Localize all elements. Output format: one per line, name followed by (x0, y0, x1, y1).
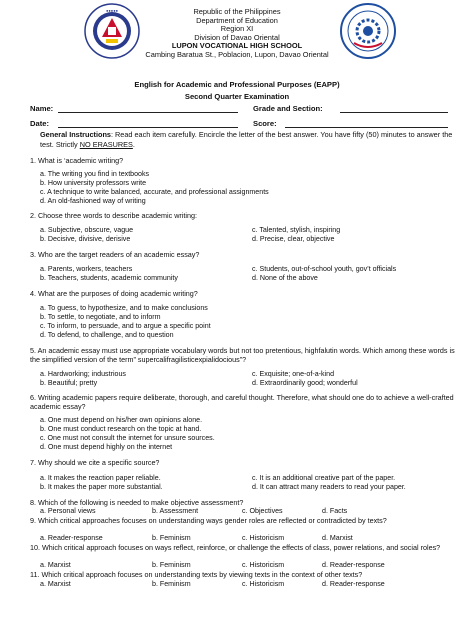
exam-title: English for Academic and Professional Purposes (EAPP) (134, 80, 340, 89)
option-6b[interactable]: b. One must conduct research on the topic at hand. (40, 425, 202, 433)
score-label: Score: (253, 119, 277, 128)
option-7b[interactable]: b. It makes the paper more substantial. (40, 483, 163, 491)
option-6d[interactable]: d. One must depend highly on the internet (40, 443, 173, 451)
option-4c[interactable]: c. To inform, to persuade, and to argue a specific point (40, 322, 211, 330)
option-2c[interactable]: c. Talented, stylish, inspiring (252, 226, 341, 234)
option-3d[interactable]: d. None of the above (252, 274, 318, 282)
option-5d[interactable]: d. Extraordinarily good; wonderful (252, 379, 358, 387)
question-8: 8. Which of the following is needed to make objective assessment? (30, 498, 244, 507)
header-line: Department of Education (196, 15, 278, 25)
header-line: Division of Davao Oriental (194, 32, 280, 42)
option-7a[interactable]: a. It makes the reaction paper reliable. (40, 474, 161, 482)
school-address: Cambing Baratua St., Poblacion, Lupon, Davao Oriental (145, 49, 329, 59)
instructions-emphasis: NO ERASURES (79, 140, 133, 149)
option-9c[interactable]: c. Historicism (242, 534, 285, 542)
option-9d[interactable]: d. Marxist (322, 534, 353, 542)
option-11d[interactable]: d. Reader-response (322, 580, 385, 588)
option-4b[interactable]: b. To settle, to negotiate, and to inform (40, 313, 161, 321)
option-8b[interactable]: b. Assessment (152, 507, 199, 515)
svg-text:●●●●●: ●●●●● (105, 8, 119, 13)
option-9a[interactable]: a. Reader-response (40, 534, 103, 542)
option-2b[interactable]: b. Decisive, divisive, derisive (40, 235, 131, 243)
option-9b[interactable]: b. Feminism (152, 534, 191, 542)
option-4d[interactable]: d. To defend, to challenge, and to question (40, 331, 174, 339)
question-5: 5. An academic essay must use appropriate vocabulary words but not too pretentious, highfalutin words. Which among these words is the simplified version of the term” supercalifragilisticexpialidocious”? (30, 346, 455, 364)
option-1a[interactable]: a. The writing you find in textbooks (40, 170, 150, 178)
instructions-label: General Instructions (40, 130, 111, 139)
score-field[interactable] (285, 127, 448, 128)
question-9: 9. Which critical approaches focuses on understanding ways gender roles are reflected or contradicted by texts? (30, 516, 387, 525)
option-10c[interactable]: c. Historicism (242, 561, 285, 569)
option-5c[interactable]: c. Exquisite; one-of-a-kind (252, 370, 335, 378)
question-10: 10. Which critical approach focuses on ways reflect, reinforce, or challenge the effects of class, power relations, and social roles? (30, 543, 441, 552)
option-5b[interactable]: b. Beautiful; pretty (40, 379, 98, 387)
question-4: 4. What are the purposes of doing academic writing? (30, 289, 198, 298)
question-11: 11. Which critical approach focuses on understanding texts by viewing texts in the context of other texts? (30, 570, 363, 579)
school-name: LUPON VOCATIONAL HIGH SCHOOL (171, 41, 303, 51)
question-2: 2. Choose three words to describe academic writing: (30, 211, 197, 220)
name-label: Name: (30, 104, 54, 113)
option-11c[interactable]: c. Historicism (242, 580, 285, 588)
instructions-text: : Read each item carefully. Encircle the letter of the best answer. You have fifty (50) minutes to answer the test. Strictly (40, 130, 453, 149)
option-6c[interactable]: c. One must not consult the internet for unsure sources. (40, 434, 215, 442)
option-10a[interactable]: a. Marxist (40, 561, 71, 569)
option-1c[interactable]: c. A technique to write balanced, accurate, and professional assignments (40, 188, 269, 196)
option-8a[interactable]: a. Personal views (40, 507, 96, 515)
instructions-end: . (132, 140, 135, 149)
option-7d[interactable]: d. It can attract many readers to read your paper. (252, 483, 406, 491)
option-7c[interactable]: c. It is an additional creative part of the paper. (252, 474, 396, 482)
date-field[interactable] (58, 127, 238, 128)
option-5a[interactable]: a. Hardworking; industrious (40, 370, 126, 378)
question-3: 3. Who are the target readers of an academic essay? (30, 250, 200, 259)
date-label: Date: (30, 119, 49, 128)
option-1d[interactable]: d. An old-fashioned way of writing (40, 197, 146, 205)
grade-label: Grade and Section: (253, 104, 323, 113)
option-1b[interactable]: b. How university professors write (40, 179, 147, 187)
header-line: Republic of the Philippines (193, 7, 281, 16)
option-10b[interactable]: b. Feminism (152, 561, 191, 569)
option-2a[interactable]: a. Subjective, obscure, vague (40, 226, 134, 234)
option-10d[interactable]: d. Reader-response (322, 561, 385, 569)
option-3a[interactable]: a. Parents, workers, teachers (40, 265, 133, 273)
option-8d[interactable]: d. Facts (322, 507, 348, 515)
question-7: 7. Why should we cite a specific source? (30, 458, 160, 467)
option-6a[interactable]: a. One must depend on his/her own opinions alone. (40, 416, 203, 424)
option-3c[interactable]: c. Students, out-of-school youth, gov’t officials (252, 265, 397, 273)
header-line: Region XI (220, 24, 254, 34)
general-instructions (40, 130, 454, 150)
exam-subtitle: Second Quarter Examination (184, 92, 290, 101)
option-11b[interactable]: b. Feminism (152, 580, 191, 588)
option-8c[interactable]: c. Objectives (242, 507, 283, 515)
name-field[interactable] (58, 112, 238, 113)
question-6: 6. Writing academic papers require deliberate, thorough, and careful thought. Therefore, what should one do to achieve a well-crafted academic essay? (30, 393, 454, 411)
option-2d[interactable]: d. Precise, clear, objective (252, 235, 335, 243)
option-11a[interactable]: a. Marxist (40, 580, 71, 588)
question-1: 1. What is ‘academic writing? (30, 156, 124, 165)
grade-field[interactable] (340, 112, 448, 113)
option-3b[interactable]: b. Teachers, students, academic community (40, 274, 178, 282)
option-4a[interactable]: a. To guess, to hypothesize, and to make conclusions (40, 304, 208, 312)
